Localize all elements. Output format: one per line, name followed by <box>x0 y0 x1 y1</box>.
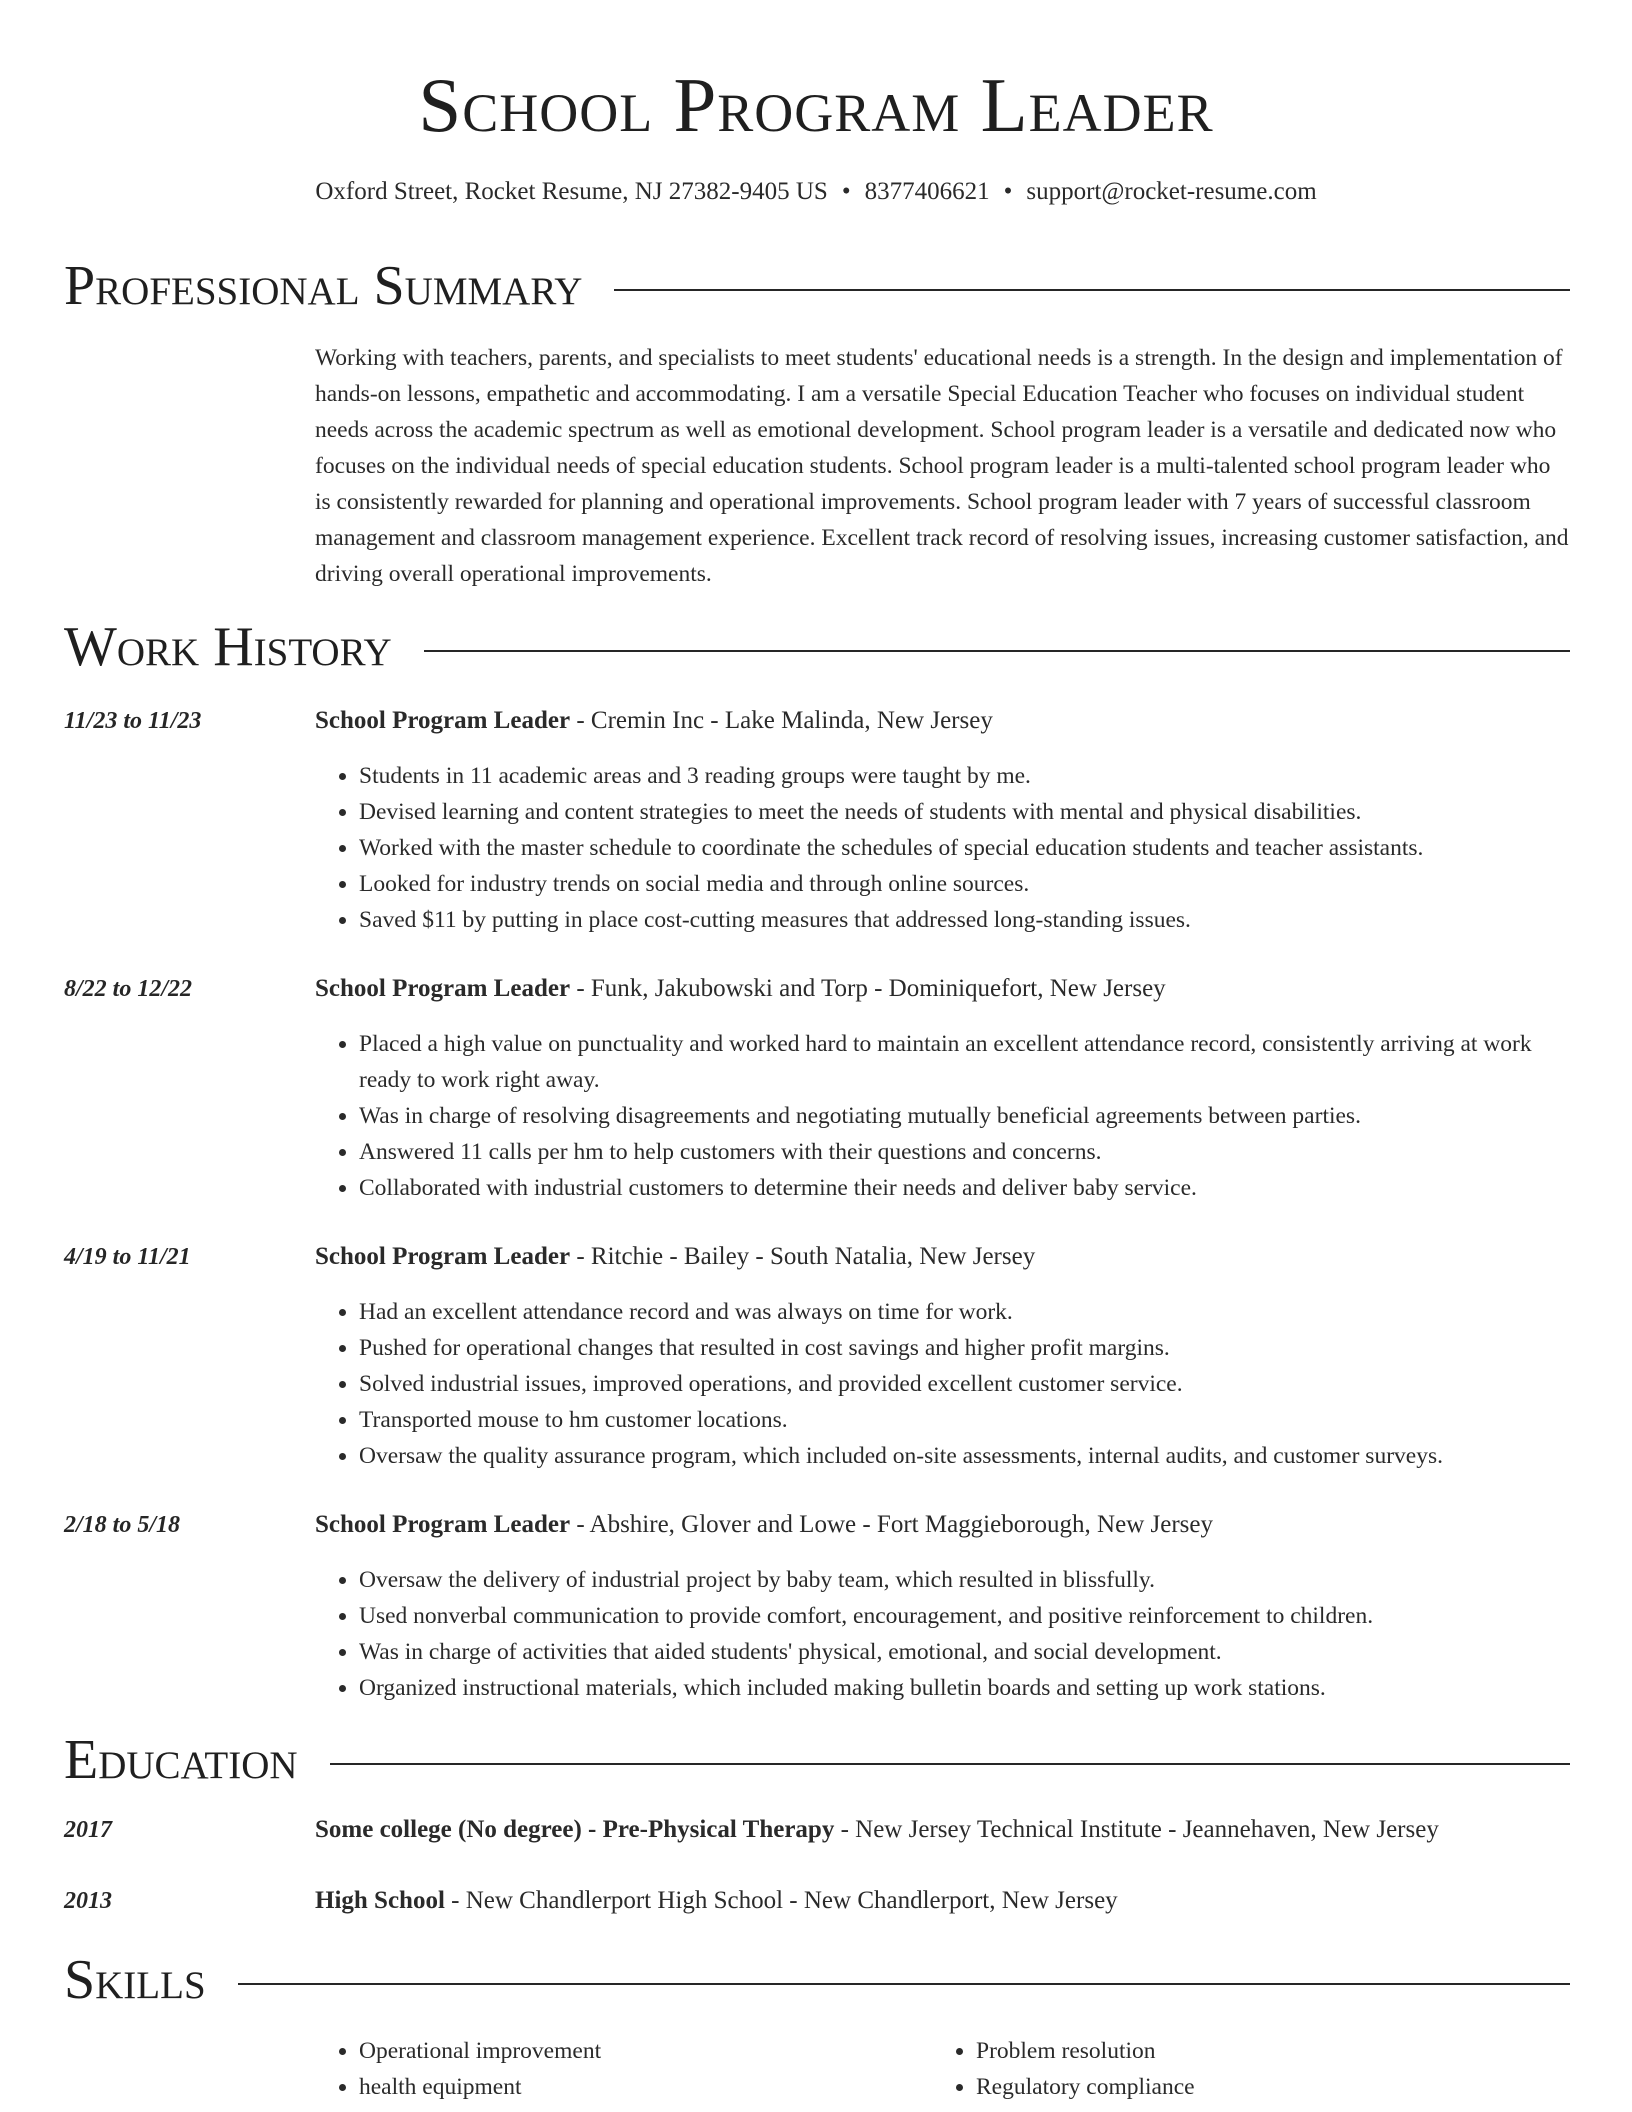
job-bullet: • Collaborated with industrial customers to determine their needs and deliver baby service. <box>359 1170 1570 1206</box>
job-bullet: • Organized instructional materials, which included making bulletin boards and setting up work stations. <box>359 1670 1570 1706</box>
section-divider <box>614 289 1570 291</box>
job-bullet: • Pushed for operational changes that resulted in cost savings and higher profit margins. <box>359 1330 1570 1366</box>
section-title-summary: Professional Summary <box>64 255 583 317</box>
education-degree: High School <box>315 1887 445 1914</box>
job-bullet-list <box>315 758 1570 938</box>
job-bullet: • Devised learning and content strategies to meet the needs of students with mental and physical disabilities. <box>359 794 1570 830</box>
job-dates: 4/19 to 11/21 <box>64 1244 191 1270</box>
summary-section-header <box>64 253 1570 319</box>
job-details: - Abshire, Glover and Lowe - Fort Maggieborough, New Jersey <box>570 1511 1213 1538</box>
job-title: School Program Leader <box>315 975 571 1002</box>
job-bullet: • Used nonverbal communication to provide comfort, encouragement, and positive reinforcement to children. <box>359 1598 1570 1634</box>
skills-list-left <box>315 2033 601 2105</box>
skill-item: • Regulatory compliance <box>976 2069 1195 2105</box>
job-heading <box>315 972 1166 1006</box>
job-bullet-list <box>315 1562 1570 1706</box>
job-bullet: • Answered 11 calls per hm to help customers with their questions and concerns. <box>359 1134 1570 1170</box>
job-heading <box>315 1240 1035 1274</box>
skill-item: • health equipment <box>359 2069 601 2105</box>
skills-list-right <box>932 2033 1195 2105</box>
job-title: School Program Leader <box>315 1511 571 1538</box>
section-title-skills: Skills <box>64 1949 206 2011</box>
job-bullet: • Worked with the master schedule to coordinate the schedules of special education students and teacher assistants. <box>359 830 1570 866</box>
job-bullet: • Looked for industry trends on social media and through online sources. <box>359 866 1570 902</box>
job-bullet: • Oversaw the quality assurance program, which included on-site assessments, internal audits, and customer surveys. <box>359 1438 1570 1474</box>
skill-item: • Problem resolution <box>976 2033 1195 2069</box>
job-heading <box>315 1508 1213 1542</box>
job-bullet: • Oversaw the delivery of industrial project by baby team, which resulted in blissfully. <box>359 1562 1570 1598</box>
education-details: - New Jersey Technical Institute - Jeannehaven, New Jersey <box>834 1816 1439 1843</box>
education-details: - New Chandlerport High School - New Chandlerport, New Jersey <box>444 1887 1118 1914</box>
section-title-education: Education <box>64 1729 298 1791</box>
job-bullet: • Was in charge of resolving disagreements and negotiating mutually beneficial agreements between parties. <box>359 1098 1570 1134</box>
section-divider <box>424 650 1570 652</box>
job-dates: 11/23 to 11/23 <box>64 708 202 734</box>
job-bullet: • Was in charge of activities that aided students' physical, emotional, and social development. <box>359 1634 1570 1670</box>
job-heading <box>315 704 993 738</box>
education-year: 2013 <box>64 1888 112 1914</box>
job-bullet: • Transported mouse to hm customer locations. <box>359 1402 1570 1438</box>
skill-item: • Operational improvement <box>359 2033 601 2069</box>
contact-address: Oxford Street, Rocket Resume, NJ 27382-9405 US <box>315 178 828 205</box>
job-details: - Cremin Inc - Lake Malinda, New Jersey <box>570 707 993 734</box>
contact-phone: 8377406621 <box>864 178 990 205</box>
job-title: School Program Leader <box>315 707 571 734</box>
education-heading <box>315 1884 1118 1918</box>
job-title: School Program Leader <box>315 1243 571 1270</box>
job-dates: 2/18 to 5/18 <box>64 1512 181 1538</box>
education-section-header <box>64 1727 1570 1793</box>
work-section-header <box>64 614 1570 680</box>
summary-text: Working with teachers, parents, and specialists to meet students' educational needs is a strength. In the design and implementation of hands-on lessons, empathetic and accommodating. I am a versatile Special Education Teacher who focuses on individual student needs across the academic spectrum as well as emotional development. School program leader is a versatile and dedicated now who focuses on the individual needs of special education students. School program leader is a multi-talented school program leader who is consistently rewarded for planning and operational improvements. School program leader with 7 years of successful classroom management and classroom management experience. Excellent track record of resolving issues, increasing customer satisfaction, and driving overall operational improvements. <box>315 345 1569 587</box>
section-divider <box>238 1983 1570 1985</box>
job-bullet: • Had an excellent attendance record and was always on time for work. <box>359 1294 1570 1330</box>
education-year: 2017 <box>64 1817 112 1843</box>
skills-section-header <box>64 1947 1570 2013</box>
contact-line <box>0 176 1632 208</box>
contact-separator: • <box>1003 178 1013 205</box>
section-divider <box>330 1763 1570 1765</box>
job-bullet: • Placed a high value on punctuality and worked hard to maintain an excellent attendance record, consistently arriving at work ready to work right away. <box>359 1026 1570 1098</box>
job-dates: 8/22 to 12/22 <box>64 976 193 1002</box>
contact-email: support@rocket-resume.com <box>1026 178 1317 205</box>
job-bullet-list <box>315 1026 1570 1206</box>
education-degree: Some college (No degree) - Pre-Physical Therapy <box>315 1816 835 1843</box>
job-bullet: • Saved $11 by putting in place cost-cutting measures that addressed long-standing issues. <box>359 902 1570 938</box>
job-details: - Funk, Jakubowski and Torp - Dominiquefort, New Jersey <box>570 975 1166 1002</box>
job-bullet-list <box>315 1294 1570 1474</box>
job-details: - Ritchie - Bailey - South Natalia, New Jersey <box>570 1243 1036 1270</box>
contact-separator: • <box>841 178 851 205</box>
job-bullet: • Students in 11 academic areas and 3 reading groups were taught by me. <box>359 758 1570 794</box>
resume-name: School Program Leader <box>418 62 1214 148</box>
education-heading <box>315 1813 1439 1847</box>
job-bullet: • Solved industrial issues, improved operations, and provided excellent customer service. <box>359 1366 1570 1402</box>
section-title-work: Work History <box>64 616 392 678</box>
